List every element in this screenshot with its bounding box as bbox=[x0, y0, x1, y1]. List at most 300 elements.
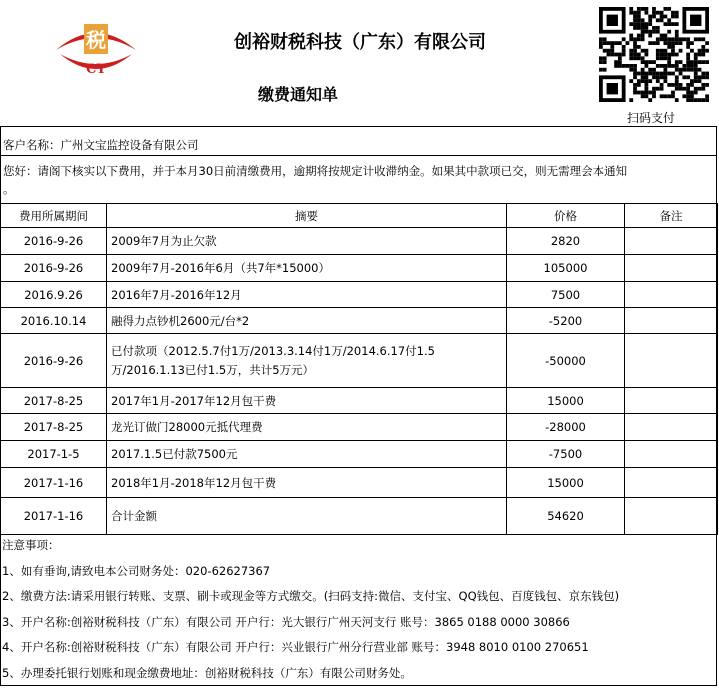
qr-module bbox=[633, 87, 637, 91]
qr-module bbox=[698, 49, 702, 53]
qr-module bbox=[641, 68, 645, 72]
qr-module bbox=[629, 7, 633, 11]
qr-module bbox=[641, 75, 645, 79]
qr-module bbox=[599, 41, 603, 45]
qr-module bbox=[660, 83, 664, 87]
qr-module bbox=[667, 56, 671, 60]
qr-module bbox=[705, 83, 709, 87]
qr-module bbox=[641, 79, 645, 83]
qr-module bbox=[637, 79, 641, 83]
qr-module bbox=[671, 15, 675, 19]
qr-module bbox=[633, 15, 637, 19]
table-row bbox=[1, 334, 718, 388]
qr-module bbox=[656, 41, 660, 45]
qr-module bbox=[690, 98, 694, 102]
qr-module bbox=[675, 53, 679, 57]
qr-module bbox=[663, 34, 667, 38]
qr-module bbox=[686, 87, 690, 91]
qr-module bbox=[686, 56, 690, 60]
column-header-price: 价格 bbox=[507, 204, 625, 228]
qr-module bbox=[614, 41, 618, 45]
qr-module bbox=[686, 53, 690, 57]
qr-module bbox=[622, 64, 626, 68]
qr-module bbox=[645, 72, 649, 76]
qr-module bbox=[656, 53, 660, 57]
qr-module bbox=[660, 72, 664, 76]
qr-module bbox=[633, 91, 637, 95]
cell-summary: 融得力点钞机2600元/台*2 bbox=[107, 308, 507, 334]
qr-module bbox=[603, 68, 607, 72]
cell-period: 2016-9-26 bbox=[1, 228, 107, 255]
qr-module bbox=[645, 53, 649, 57]
qr-module bbox=[607, 49, 611, 53]
qr-module bbox=[690, 79, 694, 83]
qr-module bbox=[686, 75, 690, 79]
qr-module bbox=[698, 79, 702, 83]
qr-module bbox=[686, 83, 690, 87]
qr-module bbox=[645, 64, 649, 68]
qr-module bbox=[701, 49, 705, 53]
qr-module bbox=[701, 37, 705, 41]
qr-module bbox=[633, 11, 637, 15]
qr-module bbox=[637, 18, 641, 22]
qr-module bbox=[660, 56, 664, 60]
qr-module bbox=[603, 56, 607, 60]
qr-module bbox=[652, 87, 656, 91]
qr-module bbox=[637, 56, 641, 60]
qr-module bbox=[652, 91, 656, 95]
qr-module bbox=[614, 64, 618, 68]
qr-module bbox=[641, 37, 645, 41]
qr-module bbox=[610, 53, 614, 57]
qr-module bbox=[682, 64, 686, 68]
qr-module bbox=[675, 22, 679, 26]
qr-module bbox=[637, 37, 641, 41]
qr-module bbox=[701, 60, 705, 64]
qr-module bbox=[652, 68, 656, 72]
cell-price: 7500 bbox=[507, 282, 625, 308]
qr-module bbox=[705, 72, 709, 76]
qr-module bbox=[633, 72, 637, 76]
customer-name: 广州文宝监控设备有限公司 bbox=[60, 138, 199, 152]
cell-price: 15000 bbox=[507, 468, 625, 498]
table-row bbox=[1, 308, 718, 334]
qr-module bbox=[603, 41, 607, 45]
cell-summary: 龙光订做门28000元抵代理费 bbox=[107, 414, 507, 441]
table-row bbox=[1, 228, 718, 255]
cell-note bbox=[625, 441, 718, 468]
qr-module bbox=[645, 30, 649, 34]
qr-module bbox=[648, 98, 652, 102]
qr-module bbox=[637, 45, 641, 49]
qr-module bbox=[667, 22, 671, 26]
qr-module bbox=[648, 68, 652, 72]
qr-module bbox=[690, 41, 694, 45]
qr-code bbox=[599, 7, 709, 102]
qr-module bbox=[667, 60, 671, 64]
company-logo bbox=[50, 20, 142, 82]
cell-price: 15000 bbox=[507, 388, 625, 414]
qr-module bbox=[629, 79, 633, 83]
qr-module bbox=[629, 56, 633, 60]
qr-module bbox=[633, 53, 637, 57]
qr-module bbox=[603, 49, 607, 53]
qr-module bbox=[648, 41, 652, 45]
qr-module bbox=[690, 91, 694, 95]
qr-module bbox=[633, 26, 637, 30]
cell-price: 105000 bbox=[507, 255, 625, 282]
qr-module bbox=[629, 98, 633, 102]
qr-module bbox=[694, 75, 698, 79]
qr-module bbox=[698, 75, 702, 79]
qr-module bbox=[633, 56, 637, 60]
qr-module bbox=[637, 15, 641, 19]
qr-module bbox=[626, 41, 630, 45]
qr-caption: 扫码支付 bbox=[627, 111, 676, 125]
qr-module bbox=[652, 30, 656, 34]
qr-module bbox=[686, 45, 690, 49]
qr-module bbox=[633, 83, 637, 87]
qr-module bbox=[682, 68, 686, 72]
table-row-total bbox=[1, 498, 718, 535]
qr-module bbox=[690, 60, 694, 64]
qr-module bbox=[656, 30, 660, 34]
qr-module bbox=[656, 72, 660, 76]
qr-module bbox=[622, 49, 626, 53]
qr-module bbox=[633, 75, 637, 79]
qr-module bbox=[660, 53, 664, 57]
note-item: 3、开户名称:创裕财税科技（广东）有限公司 开户行：光大银行广州天河支行 账号：3865 0188 0000 30866 bbox=[2, 615, 570, 629]
qr-module bbox=[618, 56, 622, 60]
note-item: 1、如有垂询,请致电本公司财务处：020-62627367 bbox=[2, 564, 271, 578]
qr-module bbox=[675, 30, 679, 34]
qr-module bbox=[652, 60, 656, 64]
qr-module bbox=[607, 41, 611, 45]
qr-module bbox=[633, 22, 637, 26]
qr-module bbox=[686, 98, 690, 102]
qr-module bbox=[656, 56, 660, 60]
cell-summary: 2009年7月-2016年6月（共7年*15000） bbox=[107, 255, 507, 282]
qr-module bbox=[694, 37, 698, 41]
qr-module bbox=[686, 41, 690, 45]
qr-module bbox=[690, 68, 694, 72]
qr-module bbox=[686, 37, 690, 41]
qr-module bbox=[679, 60, 683, 64]
qr-module bbox=[660, 49, 664, 53]
qr-module bbox=[633, 18, 637, 22]
qr-module bbox=[667, 7, 671, 11]
qr-module bbox=[607, 53, 611, 57]
cell-period: 2017-1-5 bbox=[1, 441, 107, 468]
qr-module bbox=[656, 26, 660, 30]
cell-period: 2016-9-26 bbox=[1, 334, 107, 388]
qr-finder bbox=[607, 15, 618, 26]
cell-price: -7500 bbox=[507, 441, 625, 468]
qr-module bbox=[671, 45, 675, 49]
qr-module bbox=[629, 68, 633, 72]
cell-note bbox=[625, 414, 718, 441]
qr-module bbox=[694, 72, 698, 76]
qr-module bbox=[660, 94, 664, 98]
qr-module bbox=[675, 11, 679, 15]
table-row bbox=[1, 388, 718, 414]
qr-module bbox=[641, 49, 645, 53]
qr-module bbox=[675, 64, 679, 68]
qr-module bbox=[648, 15, 652, 19]
qr-module bbox=[682, 37, 686, 41]
qr-module bbox=[701, 75, 705, 79]
qr-module bbox=[694, 91, 698, 95]
cell-period: 2017-8-25 bbox=[1, 414, 107, 441]
qr-module bbox=[645, 26, 649, 30]
qr-module bbox=[701, 98, 705, 102]
qr-module bbox=[675, 79, 679, 83]
qr-module bbox=[698, 87, 702, 91]
column-header-summary: 摘要 bbox=[107, 204, 507, 228]
cell-price: 54620 bbox=[507, 498, 625, 535]
qr-module bbox=[660, 18, 664, 22]
cell-period: 2016.10.14 bbox=[1, 308, 107, 334]
qr-module bbox=[641, 60, 645, 64]
qr-module bbox=[641, 34, 645, 38]
qr-module bbox=[660, 37, 664, 41]
qr-module bbox=[667, 18, 671, 22]
qr-module bbox=[645, 87, 649, 91]
qr-module bbox=[618, 41, 622, 45]
column-header-note: 备注 bbox=[625, 204, 718, 228]
qr-module bbox=[667, 64, 671, 68]
qr-module bbox=[690, 94, 694, 98]
qr-module bbox=[652, 41, 656, 45]
qr-module bbox=[660, 64, 664, 68]
qr-module bbox=[645, 75, 649, 79]
qr-module bbox=[648, 30, 652, 34]
qr-module bbox=[641, 22, 645, 26]
qr-module bbox=[694, 53, 698, 57]
qr-module bbox=[641, 18, 645, 22]
qr-module bbox=[667, 45, 671, 49]
qr-module bbox=[656, 64, 660, 68]
qr-module bbox=[645, 22, 649, 26]
qr-module bbox=[629, 22, 633, 26]
cell-price: -28000 bbox=[507, 414, 625, 441]
qr-module bbox=[618, 60, 622, 64]
qr-module bbox=[663, 49, 667, 53]
qr-module bbox=[599, 60, 603, 64]
qr-module bbox=[603, 37, 607, 41]
qr-module bbox=[637, 7, 641, 11]
customer-label: 客户名称： bbox=[3, 138, 61, 152]
qr-module bbox=[652, 94, 656, 98]
cell-price: -50000 bbox=[507, 334, 625, 388]
qr-module bbox=[645, 79, 649, 83]
cell-note bbox=[625, 334, 718, 388]
qr-module bbox=[645, 49, 649, 53]
table-row bbox=[1, 255, 718, 282]
qr-module bbox=[663, 64, 667, 68]
notes-title: 注意事项： bbox=[2, 538, 60, 552]
qr-module bbox=[610, 49, 614, 53]
qr-module bbox=[645, 94, 649, 98]
qr-module bbox=[690, 64, 694, 68]
cell-period: 2017-8-25 bbox=[1, 388, 107, 414]
qr-module bbox=[679, 68, 683, 72]
qr-module bbox=[637, 53, 641, 57]
qr-module bbox=[641, 56, 645, 60]
cell-price: 2820 bbox=[507, 228, 625, 255]
cell-note bbox=[625, 228, 718, 255]
qr-module bbox=[698, 98, 702, 102]
qr-module bbox=[686, 68, 690, 72]
qr-module bbox=[660, 34, 664, 38]
qr-finder bbox=[607, 83, 618, 94]
qr-module bbox=[641, 7, 645, 11]
qr-module bbox=[629, 37, 633, 41]
qr-module bbox=[663, 22, 667, 26]
qr-module bbox=[675, 60, 679, 64]
cell-summary: 2018年1月-2018年12月包干费 bbox=[107, 468, 507, 498]
qr-module bbox=[671, 72, 675, 76]
qr-module bbox=[667, 37, 671, 41]
qr-module bbox=[694, 68, 698, 72]
qr-module bbox=[637, 72, 641, 76]
qr-module bbox=[698, 37, 702, 41]
qr-module bbox=[610, 45, 614, 49]
qr-module bbox=[679, 37, 683, 41]
qr-module bbox=[671, 83, 675, 87]
qr-module bbox=[705, 41, 709, 45]
qr-module bbox=[667, 94, 671, 98]
note-item: 4、开户名称:创裕财税科技（广东）有限公司 开户行：兴业银行广州分行营业部 账号：3948 8010 0100 270651 bbox=[2, 640, 589, 654]
qr-module bbox=[652, 15, 656, 19]
cell-note bbox=[625, 282, 718, 308]
fee-table bbox=[0, 203, 718, 535]
qr-module bbox=[618, 64, 622, 68]
qr-module bbox=[679, 87, 683, 91]
qr-module bbox=[626, 64, 630, 68]
cell-summary: 2017.1.5已付款7500元 bbox=[107, 441, 507, 468]
qr-module bbox=[663, 72, 667, 76]
qr-module bbox=[663, 75, 667, 79]
qr-module bbox=[652, 11, 656, 15]
qr-module bbox=[675, 83, 679, 87]
qr-module bbox=[629, 53, 633, 57]
note-item: 5、办理委托银行划账和现金缴费地址：创裕财税科技（广东）有限公司财务处。 bbox=[2, 666, 412, 680]
qr-module bbox=[698, 60, 702, 64]
qr-module bbox=[648, 79, 652, 83]
qr-module bbox=[656, 18, 660, 22]
qr-module bbox=[656, 49, 660, 53]
qr-module bbox=[645, 7, 649, 11]
qr-module bbox=[633, 41, 637, 45]
qr-module bbox=[701, 72, 705, 76]
qr-module bbox=[629, 34, 633, 38]
qr-module bbox=[656, 75, 660, 79]
qr-module bbox=[652, 75, 656, 79]
cell-summary: 合计金额 bbox=[107, 498, 507, 535]
qr-module bbox=[690, 49, 694, 53]
qr-module bbox=[629, 11, 633, 15]
qr-module bbox=[633, 37, 637, 41]
qr-module bbox=[675, 41, 679, 45]
qr-module bbox=[679, 41, 683, 45]
qr-module bbox=[660, 15, 664, 19]
qr-module bbox=[622, 53, 626, 57]
qr-module bbox=[701, 53, 705, 57]
qr-module bbox=[686, 94, 690, 98]
qr-module bbox=[698, 53, 702, 57]
qr-module bbox=[652, 7, 656, 11]
qr-module bbox=[633, 49, 637, 53]
qr-module bbox=[656, 11, 660, 15]
qr-module bbox=[641, 72, 645, 76]
qr-module bbox=[599, 56, 603, 60]
qr-module bbox=[701, 83, 705, 87]
qr-module bbox=[660, 87, 664, 91]
qr-module bbox=[671, 64, 675, 68]
qr-module bbox=[637, 26, 641, 30]
qr-module bbox=[645, 60, 649, 64]
qr-module bbox=[641, 91, 645, 95]
qr-module bbox=[705, 98, 709, 102]
qr-module bbox=[671, 53, 675, 57]
qr-module bbox=[671, 91, 675, 95]
qr-module bbox=[603, 60, 607, 64]
qr-module bbox=[663, 56, 667, 60]
qr-module bbox=[698, 68, 702, 72]
qr-module bbox=[667, 83, 671, 87]
qr-module bbox=[648, 22, 652, 26]
cell-summary: 2017年1月-2017年12月包干费 bbox=[107, 388, 507, 414]
qr-module bbox=[656, 87, 660, 91]
qr-module bbox=[701, 87, 705, 91]
qr-module bbox=[694, 64, 698, 68]
qr-module bbox=[667, 30, 671, 34]
qr-module bbox=[667, 41, 671, 45]
table-row bbox=[1, 282, 718, 308]
qr-module bbox=[671, 49, 675, 53]
cell-summary: 2016年7月-2016年12月 bbox=[107, 282, 507, 308]
qr-module bbox=[618, 53, 622, 57]
qr-module bbox=[675, 37, 679, 41]
qr-module bbox=[675, 87, 679, 91]
qr-module bbox=[686, 91, 690, 95]
qr-module bbox=[667, 53, 671, 57]
qr-module bbox=[675, 34, 679, 38]
cell-period: 2016.9.26 bbox=[1, 282, 107, 308]
qr-module bbox=[629, 49, 633, 53]
table-row bbox=[1, 468, 718, 498]
qr-module bbox=[614, 60, 618, 64]
qr-module bbox=[637, 22, 641, 26]
qr-module bbox=[663, 79, 667, 83]
qr-module bbox=[705, 49, 709, 53]
qr-module bbox=[663, 68, 667, 72]
qr-module bbox=[671, 11, 675, 15]
qr-module bbox=[694, 87, 698, 91]
qr-module bbox=[671, 22, 675, 26]
cell-summary: 已付款项（2012.5.7付1万/2013.3.14付1万/2014.6.17付1.5万/2016.1.13已付1.5万，共计5万元） bbox=[107, 334, 507, 388]
qr-module bbox=[663, 37, 667, 41]
qr-module bbox=[641, 94, 645, 98]
qr-module bbox=[705, 94, 709, 98]
cell-period: 2016-9-26 bbox=[1, 255, 107, 282]
qr-module bbox=[629, 64, 633, 68]
qr-module bbox=[648, 18, 652, 22]
qr-module bbox=[633, 68, 637, 72]
qr-module bbox=[652, 72, 656, 76]
qr-module bbox=[599, 68, 603, 72]
